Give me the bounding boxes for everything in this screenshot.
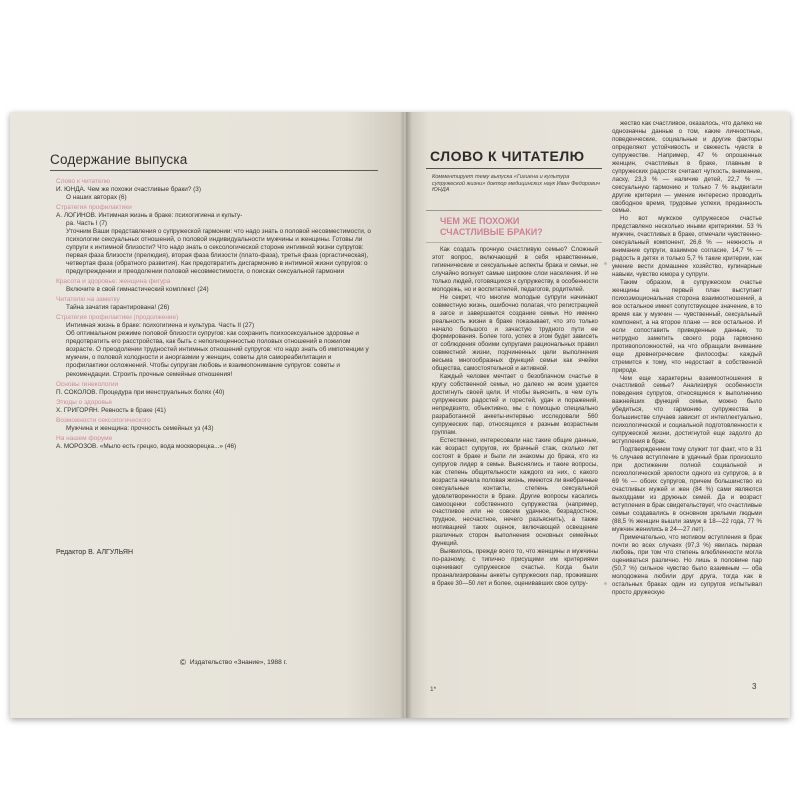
left-page: [10, 112, 404, 718]
copyright-mark: ©: [180, 658, 186, 667]
toc-entry: Об оптимальном режиме половой близости супругов: как сохранить психосексуальное здоровье и предотвратить его расстройства, как быть с неполноценностью половых отношений в пожилом возрасте. О преодолении трудностей интимных отношений супругов: что надо знать об импотенции у мужчин, о половой холодности и аноргазмии у женщин, советы для самореабилитации и профилактики осложнений. Чтобы супругам любовь и взаимопонимание супругов: советы и рекомендации. Строить прочные семейные отношения!: [66, 330, 369, 378]
table-of-contents: [56, 176, 374, 451]
toc-section-heading: Стратегия профилактики: [56, 204, 132, 211]
toc-section-heading: Читателю на заметку: [56, 296, 120, 304]
article-paragraph: жество как счастливое, оказалось, что далеко не однозначны данные о том, какие личностные, поведенческие, социальные и другие факторы определяют устойчивость и свежесть чувств в супружестве. Например, 47 % опрошенных женщин, счастливых в браке, главным в супружеских радостях считают чуткость, внимание, ласку, 23,3 % — наличие детей, 22,7 % — сексуальную гармонию и только 7 % выдвигали другие критерии — умение интересно проводить свободное время, трудовые успехи, преданность семье.: [612, 120, 762, 215]
article-intro: Комментирует тему выпуска «Гигиена и культура супружеской жизни» доктор медицинских наук Иван Федорович ЮНДА: [432, 174, 600, 194]
article-column-2: [612, 120, 762, 597]
article-paragraph: Таким образом, в супружеском счастье женщины на первый план выступает психоэмоциональная сторона взаимоотношений, а все остальное имеет сопутствующее значение, в то время как у мужчин — чувственный, сексуальный компонент, а на второе плане — все остальное. И если сопоставить приведенные данные, то нетрудно заметить своего рода гармонию противоположностей, на что обращали внимание еще древнегреческие философы: каждый стремится к тому, что недостает в собственной природе.: [612, 279, 762, 374]
editor-credit: Редактор В. АЛГУЛЬЯН: [56, 549, 134, 556]
article-column-1: [432, 246, 598, 588]
toc-section-heading: Красота и здоровье: женщина фигура: [56, 278, 171, 286]
signature-mark: 1*: [430, 686, 437, 693]
article-paragraph: Примечательно, что мотивом вступления в брак почти во всех случаях (97,3 %) явилась первая любовь, при том что степень влюбленности могла оцениваться различно. Но лишь в половине пар (50,7 %) сильное чувство было взаимным — оба молодожена любили друг друга, тогда как в остальных браках один из супругов испытывал просто дружескую: [612, 533, 762, 597]
toc-title: Содержание выпуска: [50, 152, 188, 167]
toc-entry: О наших авторах (6): [66, 194, 127, 201]
subheading-line-1: ЧЕМ ЖЕ ПОХОЖИ: [440, 216, 520, 226]
toc-entry: Тайна зачатия гарантирована! (26): [66, 304, 170, 312]
article-heading: СЛОВО К ЧИТАТЕЛЮ: [430, 148, 585, 164]
article-paragraph: Чем еще характерны взаимоотношения в счастливой семье? Анализируя особенности поведения супругов, относящиеся к выполнению важнейших функций семьи, можно было убедиться, что гармонию супружества в большинстве случаев зависит от интеллектуально, психологической и социальной подготовленности к супружеской жизни, достигнутой еще задолго до вступления в брак.: [612, 374, 762, 446]
staple-hole: [604, 262, 607, 265]
article-paragraph: Естественно, интересовали нас такие общие данные, как возраст супругов, их брачный стаж, сколько лет состоят в браке и были ли знакомы до брака, кто из супругов лидер в семье. Выяснялись и такие вопросы, как степень общительности каждого из них, с какого возраста начала половая жизнь, имеются ли внебрачные сексуальные контакты, степень сексуальной удовлетворенности в браке. Другие вопросы касались самооценки собственного супружества (например, счастливое или не совсем удачное, безрадостное, трудное, несчастное, нечего разъяснить), а также мотивацией таких оценок, включающей освещение различных сторон выполнения основных семейных функций.: [432, 436, 598, 548]
article-paragraph: Как создать прочную счастливую семью? Сложный этот вопрос, включающий в себя нравственные, гигиенические и сексуальные аспекты брака и семьи, не случайно волнует самые широкие слои населения. И не только людей, готовящихся к супружеству, в особенности молодежь, но и воспитателей, педагогов, родителей.: [432, 246, 598, 293]
article-paragraph: Каждый человек мечтает о безоблачном счастье в кругу собственной семьи, но далеко не всем удается достигнуть своей цели. И чтобы выяснить, в чем суть супружеских радостей и горестей, удач и поражений, непредвзято, объективно, мы с помощью специально разработанной анкеты-интервью исследовали 560 супружеских пар, относящихся к разным возрастным группам.: [432, 373, 598, 436]
heading-rule: [426, 168, 602, 169]
toc-entry: П. СОКОЛОВ. Процедура при менструальных болях (40): [56, 388, 225, 396]
right-page: [406, 112, 790, 718]
toc-section-heading: На нашем форуме: [56, 434, 113, 442]
article-subheading: [440, 216, 543, 237]
staple-hole: [604, 582, 607, 585]
toc-entry: А. ЛОГИНОВ. Интимная жизнь в браке: психогигиена и культу-: [56, 212, 243, 219]
subheading-line-2: СЧАСТЛИВЫЕ БРАКИ?: [440, 226, 543, 237]
article-paragraph: Но вот мужское супружеское счастье представлено несколько иными критериями. 53 % мужчин, счастливых в браке, отмечали чувственно-сексуальный компонент, 26,6 % — нежность и внимание супруги, взаимное согласие, 14,7 % — радость в детях и только 5,7 % такие критерии, как умение вести домашнее хозяйство, кулинарные навыки, чувство юмора у супруги.: [612, 215, 762, 279]
spine-shadow: [400, 112, 412, 718]
copyright-line: [180, 658, 287, 667]
copyright-text: Издательство «Знание», 1988 г.: [189, 659, 288, 666]
toc-entry: ра. Часть I (7): [66, 220, 108, 227]
toc-entry: А. МОРОЗОВ. «Мыло есть грецко, вода москворецка...» (46): [56, 442, 237, 450]
toc-rule: [50, 170, 378, 171]
toc-section-heading: Этюды о здоровье: [56, 398, 113, 406]
article-paragraph: Выявилось, прежде всего то, что женщины и мужчины по-разному, с типично присущими им критериями оценивают супружеское счастье. Когда были проанализированы анкеты супружеских пар, проживших в браке 30—50 лет и более, оценивавших свое супру-: [432, 548, 598, 588]
toc-entry: Х. ГРИГОРЯН. Ревность в браке (41): [56, 406, 166, 414]
open-magazine: [10, 112, 790, 718]
page-number: 3: [752, 682, 757, 691]
toc-entry: Мужчина и женщина: прочность семейных уз (43): [66, 424, 214, 432]
toc-entry: Включите в свой гимнастический комплекс! (24): [66, 286, 209, 294]
toc-entry: Уточним Ваши представления о супружеской гармонии: что надо знать о половой несовместимости, о психологии сексуальных отношений, о половой индивидуальности мужчины и женщины. Готовы ли супруги к интимной близости? Что надо знать о сексологической стороне интимной жизни супругов: первая фаза близости (прелюдия), вторая фаза близости (плато-фаза), третья фаза (оргастическая), четвертая фаза (обратного развития). Как предотвратить дисгармонию в интимной жизни супругов: о предупреждении и преодолении половой несовместимости, о поисках сексуальной гармонии: [66, 228, 371, 276]
toc-section-heading: Стратегия профилактики (продолжение): [56, 314, 179, 322]
article-paragraph: Подтверждением тому служит тот факт, что в 31 % случаев вступление в удачный брак произошло при достижении полной социальной и психологической зрелости одного из супругов, а в 69 % — обоих супругов, причем большинство из счастливых мужей и жен (84 %) сами являются выходцами из дружных семей. Да и возраст вступления в брак свидетельствует, что счастливые семьи создавались в основном зрелыми людьми (88,5 % женщин вышли замуж в 18—22 года, 77 % мужчин женились в 24—27 лет).: [612, 446, 762, 533]
toc-section-heading: Основы гинекологии: [56, 380, 119, 388]
toc-section-heading: Слово к читателю: [56, 178, 110, 185]
article-paragraph: Не секрет, что многие молодые супруги начинают совместную жизнь, ошибочно полагая, что регистрацией в загсе и завершается создание семьи. Но именно реальность жизни в браке показывает, что это только начало большого и зачастую трудного пути ее формирования. Более того, успех в этом будет зависеть от соблюдения обоими супругами рациональных правил совместной жизни, подчиненных цели выполнения весьма многообразных функций семьи как ячейки общества, самостоятельной и активной.: [432, 293, 598, 373]
toc-section-heading: Возможности сексологического: [56, 416, 151, 424]
toc-entry: И. ЮНДА. Чем же похожи счастливые браки? (3): [56, 186, 201, 193]
toc-entry: Интимная жизнь в браке: психогигиена и культура. Часть II (27): [66, 322, 255, 330]
subheading-rule: [426, 242, 602, 243]
intro-rule: [426, 210, 602, 211]
